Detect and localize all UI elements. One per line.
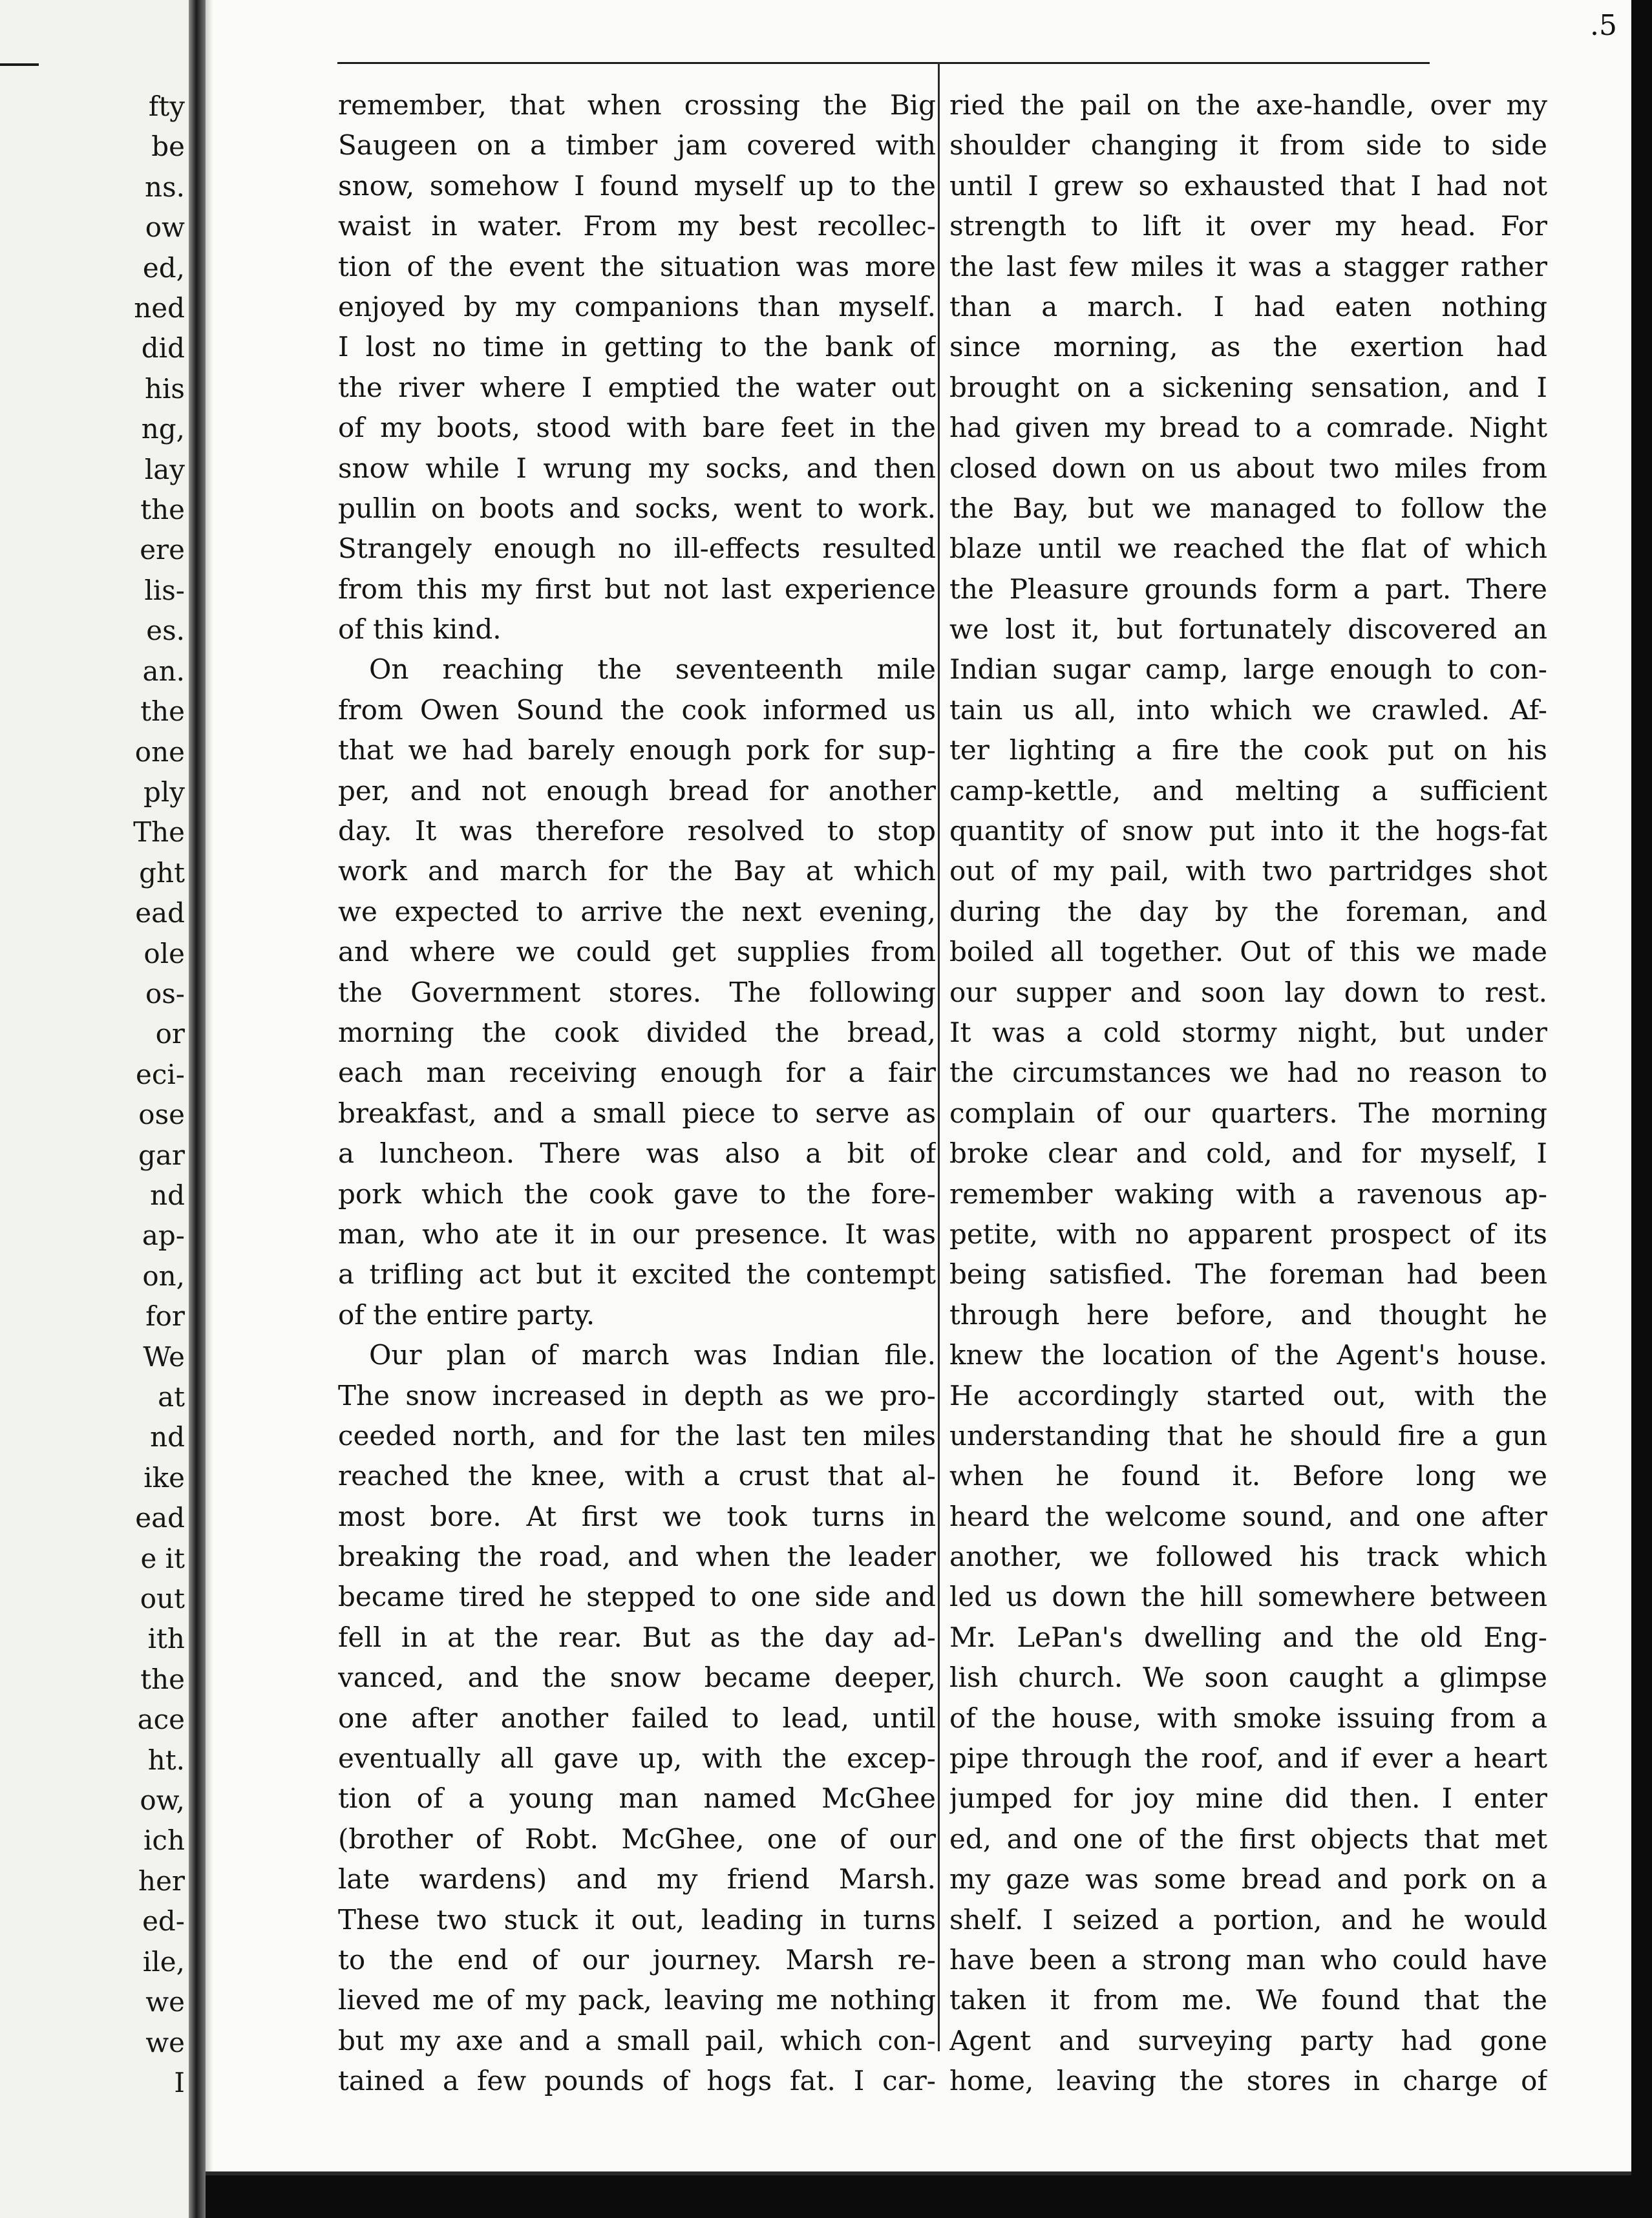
text-line: of this kind. — [338, 613, 502, 646]
text-line: eventually all gave up, with the excep- — [338, 1742, 936, 1775]
text-fragment: ole — [143, 937, 185, 969]
page-inner-shadow — [206, 0, 213, 2171]
text-fragment: ith — [147, 1623, 185, 1655]
text-line: He accordingly started out, with the — [949, 1379, 1547, 1411]
text-line: tion of the event the situation was more — [338, 250, 936, 282]
text-line: a luncheon. There was also a bit of — [338, 1137, 936, 1170]
text-fragment: ns. — [145, 171, 185, 203]
text-line: than a march. I had eaten nothing — [949, 290, 1547, 322]
text-line: tion of a young man named McGhee — [338, 1782, 936, 1815]
text-line: shoulder changing it from side to side — [949, 129, 1547, 162]
text-line: pipe through the roof, and if ever a heart — [949, 1742, 1547, 1775]
text-line: from this my first but not last experience — [338, 573, 936, 605]
text-line: broke clear and cold, and for myself, I — [949, 1137, 1547, 1170]
text-line: during the day by the foreman, and — [949, 895, 1547, 927]
text-line: that we had barely enough pork for sup- — [338, 734, 936, 766]
text-fragment: ich — [143, 1824, 185, 1857]
text-line: heard the welcome sound, and one after — [949, 1500, 1547, 1532]
text-line: the Bay, but we managed to follow the — [949, 492, 1547, 524]
text-line: tain us all, into which we crawled. Af- — [949, 693, 1547, 726]
text-fragment: the — [140, 1663, 185, 1695]
previous-page-text-fragments — [88, 87, 185, 2103]
text-line: Our plan of march was Indian file. — [369, 1339, 936, 1371]
text-line: our supper and soon lay down to rest. — [949, 976, 1547, 1008]
text-line: man, who ate it in our presence. It was — [338, 1218, 936, 1250]
text-line: one after another failed to lead, until — [338, 1702, 936, 1734]
text-line: from Owen Sound the cook informed us — [338, 693, 936, 726]
text-line: the Government stores. The following — [338, 976, 936, 1008]
text-fragment: ead — [135, 897, 185, 929]
text-line: to the end of our journey. Marsh re- — [338, 1943, 936, 1976]
text-fragment: nd — [150, 1179, 185, 1211]
text-line: closed down on us about two miles from — [949, 452, 1547, 484]
text-fragment: for — [145, 1300, 185, 1333]
header-rule — [337, 62, 1430, 64]
text-line: tained a few pounds of hogs fat. I car- — [338, 2065, 936, 2097]
text-fragment: ned — [134, 292, 185, 324]
text-fragment: e it — [140, 1542, 185, 1574]
text-line: morning the cook divided the bread, — [338, 1016, 936, 1048]
text-line: ter lighting a fire the cook put on his — [949, 734, 1547, 766]
text-fragment: out — [140, 1583, 185, 1615]
text-fragment: ow — [145, 211, 185, 244]
text-fragment: on, — [142, 1260, 185, 1292]
text-fragment: did — [141, 332, 185, 364]
text-fragment: ow, — [140, 1784, 185, 1817]
text-line: jumped for joy mine did then. I enter — [949, 1782, 1547, 1815]
column-divider — [938, 62, 940, 2051]
text-line: of my boots, stood with bare feet in the — [338, 412, 936, 444]
text-line: enjoyed by my companions than myself. — [338, 290, 936, 322]
previous-page-edge — [0, 0, 189, 2218]
text-fragment: ead — [135, 1502, 185, 1534]
text-line: the last few miles it was a stagger rather — [949, 250, 1547, 282]
text-line: another, we followed his track which — [949, 1541, 1547, 1573]
text-line: quantity of snow put into it the hogs-fat — [949, 815, 1547, 847]
text-line: have been a strong man who could have — [949, 1943, 1547, 1976]
right-text-column — [949, 85, 1547, 2102]
text-line: when he found it. Before long we — [949, 1460, 1547, 1492]
text-line: we expected to arrive the next evening, — [338, 895, 936, 927]
text-fragment: ht. — [147, 1744, 185, 1776]
text-fragment: ap- — [142, 1220, 185, 1252]
text-fragment: gar — [138, 1139, 185, 1171]
text-line: complain of our quarters. The morning — [949, 1097, 1547, 1129]
text-fragment: ng, — [141, 413, 185, 445]
text-line: remember waking with a ravenous ap- — [949, 1178, 1547, 1210]
text-line: and where we could get supplies from — [338, 936, 936, 968]
text-fragment: eci- — [135, 1058, 185, 1090]
text-fragment: we — [145, 2026, 185, 2058]
text-fragment: We — [143, 1340, 185, 1373]
text-fragment: lis- — [144, 574, 185, 606]
text-line: On reaching the seventeenth mile — [369, 653, 936, 686]
text-line: The snow increased in depth as we pro- — [338, 1379, 936, 1411]
previous-page-rule — [0, 63, 39, 66]
text-line: of the entire party. — [338, 1298, 595, 1331]
text-line: Indian sugar camp, large enough to con- — [949, 653, 1547, 686]
text-fragment: ght — [139, 856, 185, 889]
text-fragment: ace — [137, 1704, 185, 1736]
text-line: most bore. At first we took turns in — [338, 1500, 936, 1532]
text-line: reached the knee, with a crust that al- — [338, 1460, 936, 1492]
text-line: camp-kettle, and melting a sufficient — [949, 774, 1547, 807]
text-line: but my axe and a small pail, which con- — [338, 2024, 936, 2056]
text-line: These two stuck it out, leading in turns — [338, 1903, 936, 1936]
text-fragment: ply — [143, 776, 185, 808]
text-line: of the house, with smoke issuing from a — [949, 1702, 1547, 1734]
text-fragment: I — [174, 2066, 185, 2098]
text-fragment: at — [158, 1381, 185, 1413]
text-line: a trifling act but it excited the contempt — [338, 1258, 936, 1291]
page-number: .5 — [1590, 9, 1617, 42]
text-line: I lost no time in getting to the bank of — [338, 331, 936, 363]
text-fragment: nd — [150, 1421, 185, 1453]
text-line: became tired he stepped to one side and — [338, 1581, 936, 1613]
text-line: boiled all together. Out of this we made — [949, 936, 1547, 968]
text-line: vanced, and the snow became deeper, — [338, 1662, 936, 1694]
text-line: since morning, as the exertion had — [949, 331, 1547, 363]
left-text-column — [338, 85, 936, 2102]
text-line: fell in at the rear. But as the day ad- — [338, 1621, 936, 1653]
text-fragment: the — [140, 494, 185, 526]
text-line: Strangely enough no ill-effects resulted — [338, 533, 936, 565]
text-fragment: the — [140, 695, 185, 728]
text-line: It was a cold stormy night, but under — [949, 1016, 1547, 1048]
text-line: late wardens) and my friend Marsh. — [338, 1863, 936, 1896]
text-line: the circumstances we had no reason to — [949, 1057, 1547, 1089]
text-line: Mr. LePan's dwelling and the old Eng- — [949, 1621, 1547, 1653]
text-line: per, and not enough bread for another — [338, 774, 936, 807]
text-line: led us down the hill somewhere between — [949, 1581, 1547, 1613]
text-line: pork which the cook gave to the fore- — [338, 1178, 936, 1210]
text-line: ceeded north, and for the last ten miles — [338, 1419, 936, 1452]
text-line: petite, with no apparent prospect of its — [949, 1218, 1547, 1250]
text-line: breaking the road, and when the leader — [338, 1541, 936, 1573]
text-line: snow, somehow I found myself up to the — [338, 169, 936, 202]
text-fragment: we — [145, 1986, 185, 2018]
text-fragment: or — [155, 1018, 185, 1050]
text-fragment: ed, — [142, 251, 185, 284]
text-fragment: one — [134, 735, 185, 768]
text-line: we lost it, but fortunately discovered an — [949, 613, 1547, 646]
text-line: ed, and one of the first objects that met — [949, 1822, 1547, 1855]
text-line: taken it from me. We found that the — [949, 1984, 1547, 2016]
text-line: through here before, and thought he — [949, 1298, 1547, 1331]
current-page — [206, 0, 1631, 2175]
text-fragment: lay — [144, 453, 185, 485]
text-line: knew the location of the Agent's house. — [949, 1339, 1547, 1371]
scan-border — [1631, 0, 1652, 2218]
text-line: snow while I wrung my socks, and then — [338, 452, 936, 484]
text-fragment: os- — [145, 977, 185, 1009]
text-fragment: ile, — [142, 1945, 185, 1978]
book-gutter — [189, 0, 206, 2218]
text-line: blaze until we reached the flat of which — [949, 533, 1547, 565]
text-line: day. It was therefore resolved to stop — [338, 815, 936, 847]
text-line: being satisfied. The foreman had been — [949, 1258, 1547, 1291]
text-line: the river where I emptied the water out — [338, 371, 936, 403]
text-line: my gaze was some bread and pork on a — [949, 1863, 1547, 1896]
text-fragment: ike — [143, 1461, 185, 1494]
text-line: each man receiving enough for a fair — [338, 1057, 936, 1089]
text-fragment: es. — [146, 615, 185, 647]
text-fragment: ere — [140, 534, 185, 566]
text-line: strength to lift it over my head. For — [949, 210, 1547, 242]
text-fragment: an. — [142, 655, 185, 687]
text-fragment: be — [151, 131, 185, 163]
text-line: Agent and surveying party had gone — [949, 2024, 1547, 2056]
text-line: work and march for the Bay at which — [338, 855, 936, 887]
text-line: Saugeen on a timber jam covered with — [338, 129, 936, 162]
text-line: (brother of Robt. McGhee, one of our — [338, 1822, 936, 1855]
text-fragment: The — [133, 816, 185, 849]
text-fragment: her — [138, 1864, 185, 1897]
text-fragment: ose — [138, 1099, 185, 1131]
text-fragment: ed- — [142, 1905, 185, 1938]
text-line: ried the pail on the axe-handle, over my — [949, 89, 1547, 121]
text-line: understanding that he should fire a gun — [949, 1419, 1547, 1452]
text-line: brought on a sickening sensation, and I — [949, 371, 1547, 403]
text-line: home, leaving the stores in charge of — [949, 2065, 1547, 2097]
text-fragment: fty — [148, 90, 185, 122]
text-line: until I grew so exhausted that I had not — [949, 169, 1547, 202]
text-line: pullin on boots and socks, went to work. — [338, 492, 936, 524]
text-line: breakfast, and a small piece to serve as — [338, 1097, 936, 1129]
text-line: shelf. I seized a portion, and he would — [949, 1903, 1547, 1936]
text-line: out of my pail, with two partridges shot — [949, 855, 1547, 887]
text-line: the Pleasure grounds form a part. There — [949, 573, 1547, 605]
text-fragment: his — [144, 372, 185, 405]
text-line: lieved me of my pack, leaving me nothing — [338, 1984, 936, 2016]
text-line: remember, that when crossing the Big — [338, 89, 936, 121]
text-line: had given my bread to a comrade. Night — [949, 412, 1547, 444]
text-line: lish church. We soon caught a glimpse — [949, 1662, 1547, 1694]
text-line: waist in water. From my best recollec- — [338, 210, 936, 242]
